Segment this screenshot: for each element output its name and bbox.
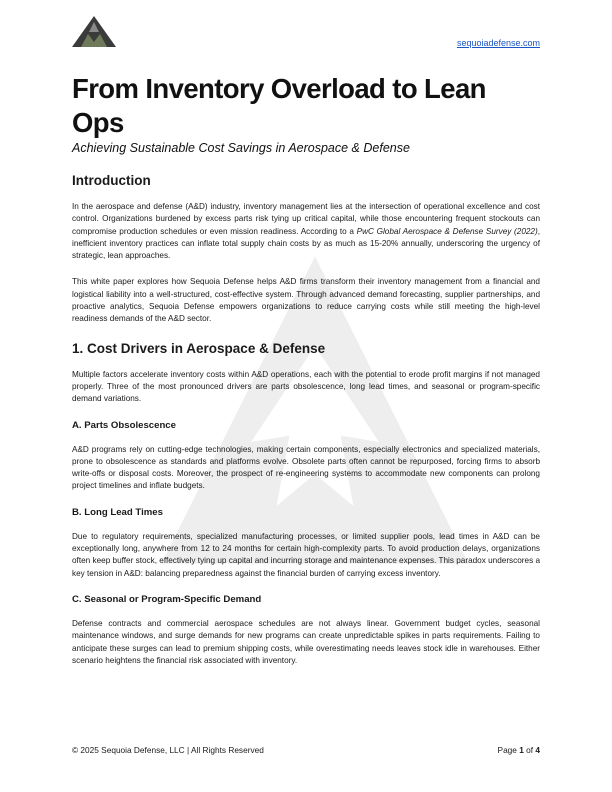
sequoia-defense-logo bbox=[72, 16, 116, 48]
footer-copyright: © 2025 Sequoia Defense, LLC | All Rights Reserved bbox=[72, 745, 264, 755]
document-body bbox=[72, 72, 540, 667]
intro-paragraph-1: In the aerospace and defense (A&D) industry, inventory management lies at the intersection of operational excellence and cost control. Organizations burdened by excess parts risk tying up critical capital, while those encountering frequent stockouts can compromise production schedules or even mission readiness. According to a PwC Global Aerospace & Defense Survey (2022), inefficient inventory practices can inflate total supply chain costs by as much as 15-20% annually, underscoring the urgency of strategic, lean approaches. bbox=[72, 202, 540, 261]
introduction-heading: Introduction bbox=[72, 173, 151, 188]
subsection-c-heading: C. Seasonal or Program-Specific Demand bbox=[72, 593, 262, 605]
page-number: Page 1 of 4 bbox=[497, 745, 540, 755]
subsection-b-heading: B. Long Lead Times bbox=[72, 506, 163, 518]
subsection-c-paragraph: Defense contracts and commercial aerospace schedules are not always linear. Government budget cycles, seasonal maintenance windows, and surge demands for new programs can create unpredictable spikes in parts requirements. Failing to anticipate these surges can lead to premium shipping costs, while overestimating needs leaves stock idle in warehouses. Either scenario heightens the financial risk associated with inventory. bbox=[72, 618, 540, 665]
subsection-b-paragraph: Due to regulatory requirements, specialized manufacturing processes, or limited supplier pools, lead times in A&D can be exceptionally long, anywhere from 12 to 24 months for certain high-complexity parts. To avoid production delays, organizations often keep buffer stock, effectively tying up capital and incurring storage and maintenance expenses. This paradox underscores a key tension in A&D: balancing preparedness against the financial burden of carrying excess inventory. bbox=[72, 531, 540, 578]
website-link[interactable]: sequoiadefense.com bbox=[456, 38, 540, 48]
section-1-paragraph: Multiple factors accelerate inventory costs within A&D operations, each with the potential to erode profit margins if not managed properly. Three of the most pronounced drivers are parts obsolescence, long lead times, and seasonal or program-specific demand variations. bbox=[72, 369, 540, 404]
document-title: From Inventory Overload to Lean Ops bbox=[72, 73, 486, 138]
citation: PwC Global Aerospace & Defense Survey (2022) bbox=[356, 226, 538, 236]
section-1-heading: 1. Cost Drivers in Aerospace & Defense bbox=[72, 340, 326, 356]
subsection-a-heading: A. Parts Obsolescence bbox=[72, 419, 176, 431]
intro-paragraph-2: This white paper explores how Sequoia Defense helps A&D firms transform their inventory management from a financial and logistical liability into a well-structured, cost-effective system. Through advanced demand forecasting, supplier partnerships, and proactive analytics, Sequoia Defense empowers organizations to reduce carrying costs while still meeting the high-level readiness demands of the A&D sector. bbox=[72, 277, 540, 324]
subsection-a-paragraph: A&D programs rely on cutting-edge technologies, making certain components, especially electronics and specialized materials, prone to obsolescence as standards and platforms evolve. Obsolete parts often cannot be repurposed, forcing firms to absorb write-offs or disposal costs. Moreover, the prospect of re-engineering systems to accommodate new components can prolong project timelines and inflate budgets. bbox=[72, 444, 540, 491]
document-subtitle: Achieving Sustainable Cost Savings in Aerospace & Defense bbox=[72, 141, 410, 155]
